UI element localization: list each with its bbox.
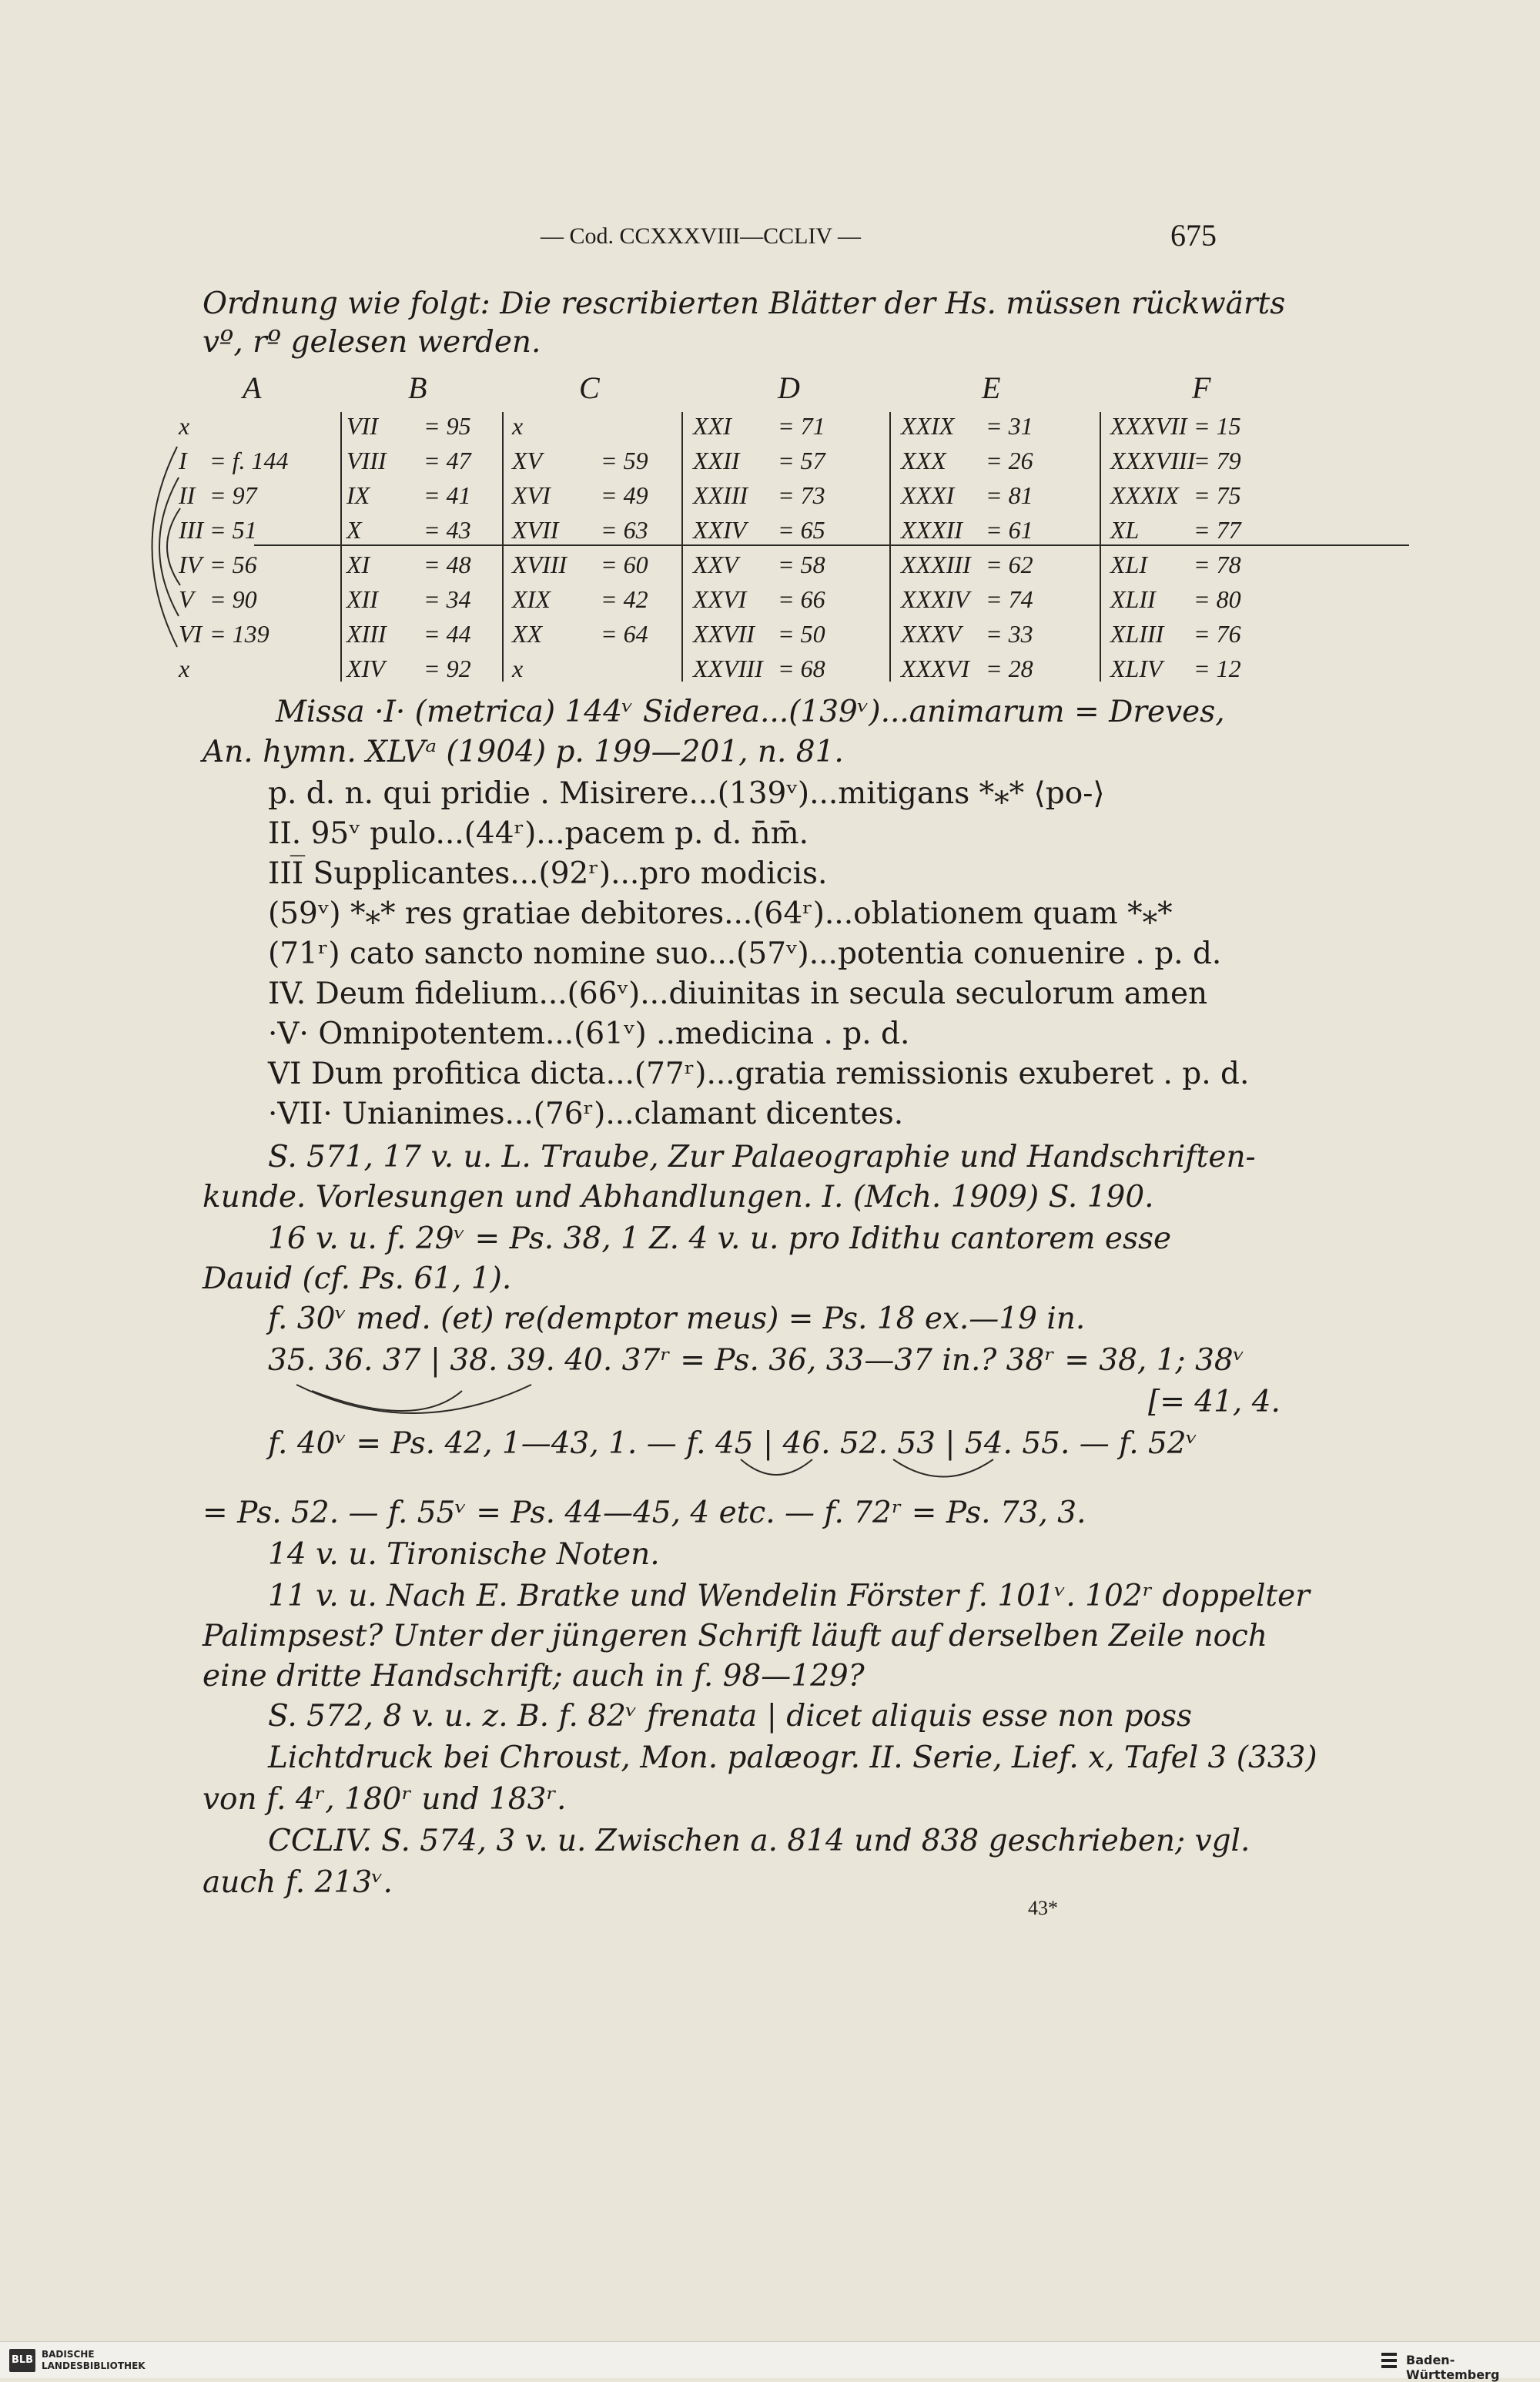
table-cell-folio: = 60 (601, 551, 648, 578)
table-cell-folio: = 34 (424, 585, 471, 613)
table-cell-roman: XXVII (693, 620, 755, 648)
table-cell-folio: = 71 (778, 412, 825, 440)
table-cell-roman: XXXVI (901, 655, 969, 682)
table-cell-roman: VII (346, 412, 378, 440)
text-line: ·VII· Unianimes...(76ʳ)...clamant dicentes. (268, 1097, 904, 1131)
table-cell-folio: = 51 (209, 516, 257, 544)
table-cell-folio: = 76 (1194, 620, 1241, 648)
text-line: VI Dum profitica dicta...(77ʳ)...gratia remissionis exuberet . p. d. (268, 1057, 1250, 1091)
text-line: II. 95ᵛ pulo...(44ʳ)...pacem p. d. n̄m̄. (268, 816, 809, 851)
table-cell-folio: = 59 (601, 447, 648, 474)
table-cell-roman: XVII (512, 516, 559, 544)
intro-line-2: vº, rº gelesen werden. (203, 325, 541, 360)
table-cell-roman: x (512, 412, 524, 440)
text-line: [= 41, 4. (1148, 1385, 1281, 1419)
column-header-f: F (1192, 370, 1211, 405)
table-cell-roman: XXIV (693, 516, 747, 544)
table-cell-roman: x (512, 655, 524, 682)
text-line: Lichtdruck bei Chroust, Mon. palæogr. II. Serie, Lief. x, Tafel 3 (333) (268, 1740, 1317, 1775)
table-cell-folio: = 78 (1194, 551, 1241, 578)
text-line: 14 v. u. Tironische Noten. (268, 1537, 660, 1572)
table-cell-folio: = 139 (209, 620, 270, 648)
table-cell-folio: = 42 (601, 585, 648, 613)
table-cell-folio: = 43 (424, 516, 471, 544)
table-cell-folio: = 57 (778, 447, 825, 474)
text-line: kunde. Vorlesungen und Abhandlungen. I. (Mch. 1909) S. 190. (203, 1180, 1154, 1214)
table-cell-roman: XXXII (901, 516, 962, 544)
table-cell-folio: = 61 (986, 516, 1033, 544)
column-header-b: B (408, 370, 427, 405)
table-cell-folio: = 58 (778, 551, 825, 578)
table-cell-roman: XVIII (512, 551, 567, 578)
text-line: 16 v. u. f. 29ᵛ = Ps. 38, 1 Z. 4 v. u. pro Idithu cantorem esse (268, 1221, 1172, 1256)
table-cell-roman: x (179, 412, 190, 440)
table-cell-roman: VI (179, 620, 203, 648)
table-cell-roman: XXVIII (693, 655, 763, 682)
column-header-a: A (243, 370, 262, 405)
table-cell-folio: = f. 144 (209, 447, 289, 474)
table-cell-roman: XIX (512, 585, 551, 613)
table-cell-roman: XXXVII (1110, 412, 1187, 440)
table-cell-roman: XX (512, 620, 543, 648)
table-cell-folio: = 28 (986, 655, 1033, 682)
table-cell-roman: X (346, 516, 362, 544)
table-cell-roman: IX (346, 481, 370, 509)
text-line: f. 40ᵛ = Ps. 42, 1—43, 1. — f. 45 | 46. 52. 53 | 54. 55. — f. 52ᵛ (268, 1426, 1198, 1461)
text-line: eine dritte Handschrift; auch in f. 98—129? (203, 1659, 865, 1694)
table-cell-folio: = 64 (601, 620, 648, 648)
state-crest-icon (1380, 2350, 1398, 2371)
text-line: 35. 36. 37 | 38. 39. 40. 37ʳ = Ps. 36, 33—37 in.? 38ʳ = 38, 1; 38ᵛ (268, 1343, 1245, 1378)
table-cell-roman: XXXIX (1110, 481, 1179, 509)
table-cell-roman: II (179, 481, 196, 509)
header-title: — Cod. CCXXXVIII—CCLIV — (540, 223, 862, 249)
text-line: auch f. 213ᵛ. (203, 1865, 393, 1900)
text-line: CCLIV. S. 574, 3 v. u. Zwischen a. 814 und 838 geschrieben; vgl. (268, 1824, 1250, 1858)
table-cell-roman: IV (179, 551, 203, 578)
table-cell-folio: = 56 (209, 551, 257, 578)
table-cell-roman: XXI (693, 412, 732, 440)
table-cell-roman: XXII (693, 447, 740, 474)
table-cell-folio: = 92 (424, 655, 471, 682)
table-cell-roman: III (179, 516, 203, 544)
table-cell-roman: XXVI (693, 585, 747, 613)
table-cell-roman: XLIV (1110, 655, 1163, 682)
table-cell-folio: = 44 (424, 620, 471, 648)
table-cell-roman: XIII (346, 620, 387, 648)
text-line: f. 30ᵛ med. (et) re(demptor meus) = Ps. 18 ex.—19 in. (268, 1302, 1086, 1336)
text-line: IV. Deum fidelium...(66ᵛ)...diuinitas in secula seculorum amen (268, 977, 1208, 1011)
table-cell-roman: XLI (1110, 551, 1147, 578)
text-line: Dauid (cf. Ps. 61, 1). (203, 1261, 512, 1296)
table-cell-folio: = 12 (1194, 655, 1241, 682)
text-line: (59ᵛ) *⁎* res gratiae debitores...(64ʳ)...oblationem quam *⁎* (268, 896, 1173, 931)
table-cell-folio: = 81 (986, 481, 1033, 509)
table-cell-folio: = 47 (424, 447, 471, 474)
table-cell-folio: = 48 (424, 551, 471, 578)
text-line: ·V· Omnipotentem...(61ᵛ) ..medicina . p. d. (268, 1017, 910, 1051)
text-line: S. 571, 17 v. u. L. Traube, Zur Palaeographie und Handschriften- (268, 1140, 1256, 1174)
table-cell-roman: XVI (512, 481, 551, 509)
text-line: (71ʳ) cato sancto nomine suo...(57ᵛ)...potentia conuenire . p. d. (268, 936, 1222, 971)
table-cell-folio: = 62 (986, 551, 1033, 578)
text-line: Missa ·I· (metrica) 144ᵛ Siderea...(139ᵛ)...animarum = Dreves, (276, 695, 1225, 729)
blb-logo: BLB (9, 2349, 35, 2372)
table-cell-roman: XXXIV (901, 585, 969, 613)
table-cell-folio: = 75 (1194, 481, 1241, 509)
text-line: III̅ Supplicantes...(92ʳ)...pro modicis. (268, 856, 828, 891)
page-number: 675 (1170, 218, 1217, 253)
table-cell-folio: = 31 (986, 412, 1033, 440)
table-cell-roman: XXXV (901, 620, 962, 648)
table-cell-folio: = 73 (778, 481, 825, 509)
table-cell-roman: XXV (693, 551, 738, 578)
table-cell-folio: = 97 (209, 481, 257, 509)
table-cell-roman: XLII (1110, 585, 1156, 613)
table-cell-folio: = 15 (1194, 412, 1241, 440)
table-cell-folio: = 74 (986, 585, 1033, 613)
signature-mark: 43* (1028, 1897, 1058, 1919)
table-cell-folio: = 50 (778, 620, 825, 648)
table-cell-folio: = 77 (1194, 516, 1241, 544)
footer-bar (0, 2341, 1540, 2382)
table-cell-folio: = 26 (986, 447, 1033, 474)
table-cell-roman: XXX (901, 447, 946, 474)
table-cell-roman: I (179, 447, 187, 474)
table-cell-roman: XLIII (1110, 620, 1164, 648)
table-cell-roman: XII (346, 585, 378, 613)
text-line: S. 572, 8 v. u. z. B. f. 82ᵛ frenata | dicet aliquis esse non poss (268, 1699, 1193, 1734)
column-header-e: E (982, 370, 1001, 405)
table-cell-roman: VIII (346, 447, 387, 474)
text-line: An. hymn. XLVᵃ (1904) p. 199—201, n. 81. (203, 735, 844, 769)
library-name-line-1: BADISCHE (42, 2349, 95, 2360)
text-line: Palimpsest? Unter der jüngeren Schrift läuft auf derselben Zeile noch (203, 1619, 1268, 1653)
table-cell-roman: XIV (346, 655, 385, 682)
table-cell-roman: XXXI (901, 481, 955, 509)
table-cell-roman: XXXVIII (1110, 447, 1196, 474)
table-cell-folio: = 90 (209, 585, 257, 613)
text-line: von f. 4ʳ, 180ʳ und 183ʳ. (203, 1782, 567, 1817)
table-cell-folio: = 68 (778, 655, 825, 682)
table-cell-folio: = 49 (601, 481, 648, 509)
table-cell-folio: = 41 (424, 481, 471, 509)
column-header-c: C (579, 370, 600, 405)
table-cell-roman: XI (346, 551, 370, 578)
table-cell-roman: XV (512, 447, 543, 474)
column-header-d: D (778, 370, 800, 405)
table-cell-roman: XXIX (901, 412, 955, 440)
library-name-line-2: LANDESBIBLIOTHEK (42, 2360, 146, 2371)
table-cell-folio: = 66 (778, 585, 825, 613)
table-cell-folio: = 33 (986, 620, 1033, 648)
table-cell-folio: = 65 (778, 516, 825, 544)
table-cell-folio: = 63 (601, 516, 648, 544)
text-line: = Ps. 52. — f. 55ᵛ = Ps. 44—45, 4 etc. — f. 72ʳ = Ps. 73, 3. (203, 1496, 1086, 1530)
text-line: p. d. n. qui pridie . Misirere...(139ᵛ)...mitigans *⁎* ⟨po-⟩ (268, 776, 1105, 811)
state-label: Baden-Württemberg (1406, 2353, 1500, 2382)
table-cell-roman: V (179, 585, 194, 613)
table-cell-roman: XL (1110, 516, 1140, 544)
library-name (42, 2349, 146, 2372)
table-cell-roman: XXXIII (901, 551, 971, 578)
table-cell-folio: = 79 (1194, 447, 1241, 474)
intro-line-1: Ordnung wie folgt: Die rescribierten Blätter der Hs. müssen rückwärts (203, 286, 1286, 321)
table-cell-folio: = 95 (424, 412, 471, 440)
table-cell-folio: = 80 (1194, 585, 1241, 613)
table-cell-roman: XXIII (693, 481, 748, 509)
table-cell-roman: x (179, 655, 190, 682)
text-line: 11 v. u. Nach E. Bratke und Wendelin Förster f. 101ᵛ. 102ʳ doppelter (268, 1579, 1310, 1613)
